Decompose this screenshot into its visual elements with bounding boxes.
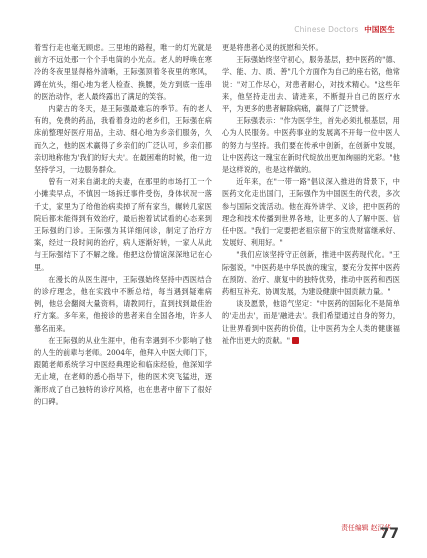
paragraph: 近年来，在"一带一路"倡议深入推进的背景下，中医药文化走出国门，王际强作为中国医生的代表，多次参与国际交流活动。他在海外讲学、义诊，把中医药的理念和技术传播到世界各地，让更多的人了解中医、信任中医。"我们一定要把老祖宗留下的宝贵财富继承好、发展好、利用好。" [222, 177, 400, 248]
right-column [222, 42, 400, 347]
section-title-en: Chinese Doctors [294, 25, 359, 34]
page-number: 77 [379, 526, 399, 542]
paragraph: "我们应该坚持守正创新，推进中医药现代化。"王际强说，"中医药是中华民族的瑰宝，要充分发挥中医药在预防、治疗、康复中的独特优势，推动中医药和西医药相互补充、协调发展，为建设健康中国贡献力量。" [222, 250, 400, 297]
paragraph: 内蒙古的冬天，是王际强最难忘的季节。有的老人有的，免费的药品，我看着身边的老乡们，王际强在病床前整理好医疗用品，主动、细心地为乡亲们服务，久而久之，他的医术赢得了乡亲们的广泛认可，乡亲们都亲切地称他为'我们的好大夫'。在最困难的时候，他一边坚持学习，一边服务群众。 [34, 104, 212, 175]
paragraph: 王际强表示："作为医学生，首先必须扎根基层，用心为人民服务。中医药事业的发展离不开每一位中医人的努力与坚持。我们要在传承中创新，在创新中发展，让中医药这一瑰宝在新时代绽放出更加绚丽的光彩。"他是这样说的，也是这样做的。 [222, 116, 400, 175]
paragraph: 着雪行走也毫无顾虑。三里地的路程，唯一的灯光就是前方不远处那一个个手电筒的小光点。老人的呼唤在寒冷的冬夜里显得格外清晰，王际强顶着冬夜里的寒风，蹲在炕头，细心地为老人检查、换腰，处方到底一连串的医治动作，老人最终露出了满足的笑容。 [34, 43, 212, 101]
paragraph-text: 谈及愿景，他语气坚定："中医药的国际化不是简单的'走出去'，而是'融进去'。我们希望通过自身的努力，让世界看到中医药的价值，让中医药为全人类的健康福祉作出更大的贡献。" [222, 299, 400, 345]
paragraph: 在王际强的从业生涯中，他有幸遇到不少影响了他的人生的前辈与老师。2004年，他拜入中医大师门下，跟随老师系统学习中医经典理论和临床经验，他深知学无止境，在老师的悉心指导下，他的医术突飞猛进，逐渐形成了自己独特的诊疗风格，也在患者中留下了很好的口碑。 [34, 335, 212, 406]
paragraph [222, 298, 400, 347]
left-column [34, 42, 212, 408]
section-header [294, 24, 395, 35]
responsible-editor: 责任编辑 赵汉华 [341, 524, 391, 532]
end-mark-icon: 中 [292, 337, 299, 344]
paragraph: 更是将患者心灵的抚慰和关怀。 [222, 43, 323, 52]
section-title-cn: 中国医生 [364, 25, 395, 34]
paragraph: 曾有一对来自湖北的夫妻，在那里的市场打工一个小摊卖早点，不慎因一场拆迁事件受伤，身体状况一落千丈，家里为了给他治病卖掉了所有家当，辗转几家医院后都未能得到有效治疗，最后抱着试试看的心态来到王际强的门诊。王际强为其详细问诊，制定了治疗方案，经过一段时间的治疗，病人逐渐好转，一家人从此与王际强结下了不解之缘。他把这份情谊深深地记在心里。 [34, 177, 212, 272]
paragraph: 王际强始终坚守初心，服务基层，把中医药的"德、学、能、力、质、善"几个方面作为自己的座右铭，他常说："对工作尽心，对患者耐心，对技术精心。"这些年来，他坚持走出去、请进来，不断提升自己的医疗水平，为更多的患者解除病痛，赢得了广泛赞誉。 [222, 55, 400, 114]
paragraph: 在漫长的从医生涯中，王际强始终坚持中西医结合的诊疗理念，他在实践中不断总结，每当遇到疑难病例，他总会翻阅大量资料，请教同行，直到找到最佳治疗方案。多年来，他接诊的患者来自全国各地，许多人慕名而来。 [34, 274, 212, 333]
